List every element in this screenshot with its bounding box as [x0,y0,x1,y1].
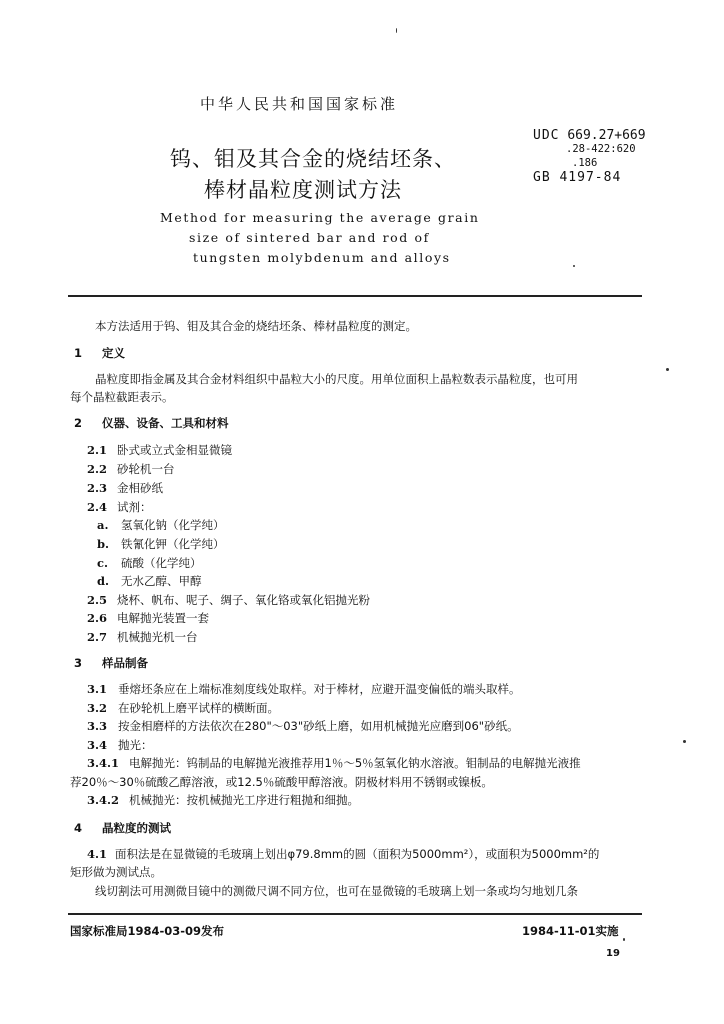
item-text: 试剂： [117,500,152,514]
item-number: 2.6 [87,611,108,625]
item-text: 机械抛光机一台 [117,630,198,644]
section-number: 3 [74,656,83,670]
item-text: 硫酸（化学纯） [121,556,202,570]
list-item [87,592,370,608]
item-text: 铁氰化钾（化学纯） [121,537,225,551]
intro-paragraph: 本方法适用于钨、钼及其合金的烧结坯条、棒材晶粒度的测定。 [95,319,417,333]
list-item [87,737,153,753]
item-number: 3.2 [87,701,108,715]
udc-code-line-2: .28-422:620 [566,143,636,155]
item-text: 氢氧化钠（化学纯） [121,518,225,532]
item-number: 2.1 [87,443,108,457]
udc-label: UDC [533,128,560,143]
item-number: 3.4.2 [87,793,120,807]
item-text: 抛光： [118,738,153,752]
item-text: 机械抛光：按机械抛光工序进行粗抛和细抛。 [129,793,359,807]
footer-divider [68,913,642,915]
list-item [87,480,163,496]
item-text: 垂熔坯条应在上端标准刻度线处取样。对于棒材，应避开温变偏低的端头取样。 [118,682,521,696]
title-english-line-3: tungsten molybdenum and alloys [193,250,451,265]
section-4-paragraph: 线切割法可用测微目镜中的测微尺调不同方位，也可在显微镜的毛玻璃上划一条或均匀地划几条 [95,884,578,898]
page-number: 19 [606,948,620,959]
item-text: 电解抛光：钨制品的电解抛光液推荐用1％～5％氢氧化钠水溶液。钼制品的电解抛光液推 [129,756,581,770]
section-title: 仪器、设备、工具和材料 [102,416,229,430]
item-text: 无水乙醇、甲醇 [121,574,202,588]
list-item [97,517,225,533]
item-letter: b. [97,537,110,551]
title-chinese-line-2: 棒材晶粒度测试方法 [204,178,402,202]
list-item [87,610,209,626]
item-text: 砂轮机一台 [117,462,175,476]
subsection-4-1 [87,846,599,862]
list-item [97,573,202,589]
scan-speck [666,368,669,371]
issue-date: 国家标准局1984-03-09发布 [70,924,225,938]
item-text: 在砂轮机上磨平试样的横断面。 [118,701,279,715]
section-number: 1 [74,346,83,360]
udc-value-1: 669.27+669 [567,128,646,143]
list-item [87,681,521,697]
item-number: 2.4 [87,500,108,514]
item-number: 2.3 [87,481,108,495]
list-item [87,461,175,477]
header-divider [68,295,642,297]
scan-speck [683,740,686,743]
udc-code-line-1 [533,128,646,143]
section-number: 2 [74,416,83,430]
item-text: 烧杯、帆布、呢子、绸子、氧化铬或氧化铝抛光粉 [117,593,370,607]
item-letter: c. [97,556,109,570]
section-number: 4 [74,821,83,835]
title-chinese-line-1: 钨、钼及其合金的烧结坯条、 [170,147,456,171]
item-number: 2.7 [87,630,108,644]
section-title: 晶粒度的测试 [102,821,171,835]
item-number: 3.4 [87,738,108,752]
section-title: 定义 [102,346,125,360]
list-item [87,442,232,458]
issuing-authority: 中华人民共和国国家标准 [200,95,399,113]
title-english-line-1: Method for measuring the average grain [160,210,480,225]
subsection-3-4-2 [87,792,359,808]
item-number: 2.2 [87,462,108,476]
list-item [87,499,152,515]
section-1-text-line-2: 每个晶粒截距表示。 [70,390,174,404]
section-4-heading [74,820,171,836]
udc-code-line-3: .186 [572,157,598,169]
section-3-heading [74,655,148,671]
item-text: 面积法是在显微镜的毛玻璃上划出φ79.8mm的圆（面积为5000mm²），或面积为5000mm²的 [115,847,600,861]
item-number: 3.1 [87,682,108,696]
list-item [87,629,198,645]
list-item [97,555,202,571]
title-english-line-2: size of sintered bar and rod of [189,230,430,245]
gb-standard-code: GB 4197-84 [533,170,622,185]
subsection-4-1-continued: 矩形做为测试点。 [70,865,162,879]
section-2-heading [74,415,229,431]
section-1-heading [74,345,125,361]
item-number: 3.4.1 [87,756,120,770]
section-title: 样品制备 [102,656,148,670]
item-number: 2.5 [87,593,108,607]
item-text: 按金相磨样的方法依次在280"～03"砂纸上磨，如用机械抛光应磨到06"砂纸。 [118,719,519,733]
list-item [97,536,225,552]
subsection-3-4-1-continued: 荐20％～30％硫酸乙醇溶液，或12.5％硫酸甲醇溶液。阴极材料用不锈钢或镍板。 [70,775,493,789]
effective-date: 1984-11-01实施 [522,924,619,938]
item-text: 电解抛光装置一套 [117,611,209,625]
item-text: 卧式或立式金相显微镜 [117,443,232,457]
item-letter: a. [97,518,109,532]
scan-speck [623,938,625,941]
item-text: 金相砂纸 [117,481,163,495]
item-number: 4.1 [87,847,108,861]
item-number: 3.3 [87,719,108,733]
section-1-text-line-1: 晶粒度即指金属及其合金材料组织中晶粒大小的尺度。用单位面积上晶粒数表示晶粒度，也可用 [95,372,578,386]
subsection-3-4-1 [87,755,581,771]
item-letter: d. [97,574,110,588]
list-item [87,700,279,716]
scan-speck [396,28,397,33]
scan-speck [573,265,575,267]
list-item [87,718,519,734]
